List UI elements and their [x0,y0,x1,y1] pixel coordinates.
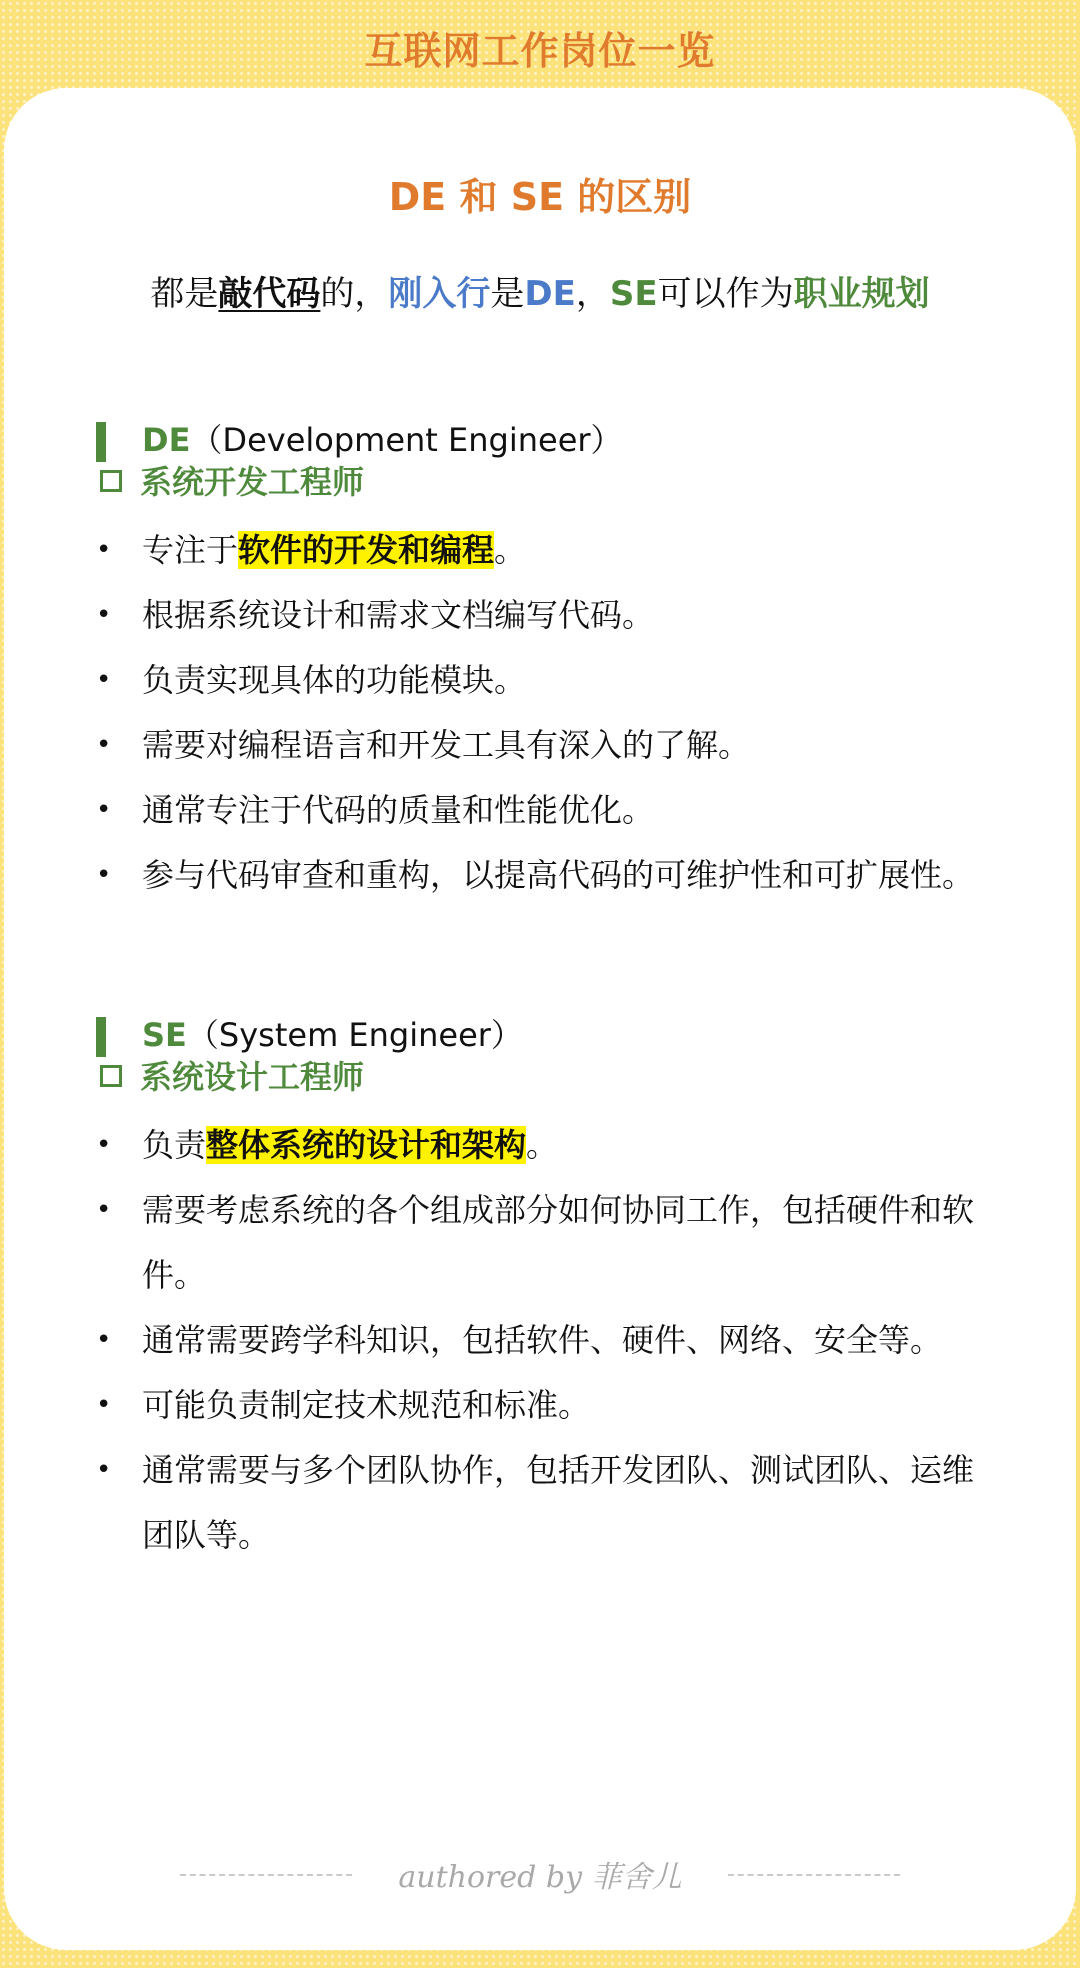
list-item: • 根据系统设计和需求文档编写代码。 [96,583,996,648]
list-item: • 负责实现具体的功能模块。 [96,648,996,713]
square-icon [100,1065,122,1087]
intro-emphasis: SE [609,274,658,314]
footer-divider-right [728,1874,900,1876]
author-credit: authored by 菲舍儿 [398,1860,682,1895]
list-item: • 可能负责制定技术规范和标准。 [96,1373,996,1438]
highlight-text: 软件的开发和编程 [238,531,495,569]
page-subtitle: DE 和 SE 的区别 [388,175,692,219]
square-icon [100,470,122,492]
intro-emphasis: DE [524,274,576,314]
intro-text: 是 [490,274,525,314]
highlight-text: 整体系统的设计和架构 [206,1126,527,1164]
bullet-text: 。 [526,1126,559,1164]
intro-text: 可以作为 [657,274,794,314]
intro-emphasis: 刚入行 [388,274,491,314]
de-section-heading [96,418,623,462]
se-acronym: SE [142,1016,187,1054]
list-item [96,1113,996,1178]
header-title: 互联网工作岗位一览 [364,29,716,73]
se-section-heading [96,1013,523,1057]
se-role-label: 系统设计工程师 [140,1058,365,1096]
se-full-name: （System Engineer） [186,1016,523,1054]
intro-text: 的， [320,274,389,314]
section-bar [96,1017,106,1057]
list-item: • 通常专注于代码的质量和性能优化。 [96,778,996,843]
intro-text: ， [575,274,610,314]
intro-emphasis: 职业规划 [793,274,930,314]
de-full-name: （Development Engineer） [190,421,623,459]
se-bullet-list [96,1113,996,1568]
intro-sentence [0,266,1080,315]
list-item: • 通常需要跨学科知识，包括软件、硬件、网络、安全等。 [96,1308,996,1373]
bullet-text: 专注于 [142,531,239,569]
list-item: • 需要考虑系统的各个组成部分如何协同工作，包括硬件和软件。 [96,1178,996,1308]
de-acronym: DE [142,421,191,459]
list-item: • 通常需要与多个团队协作，包括开发团队、测试团队、运维团队等。 [96,1438,996,1568]
list-item [96,518,996,583]
bullet-text: 。 [494,531,527,569]
section-bar [96,422,106,462]
bullet-text: 负责 [142,1126,207,1164]
de-bullet-list [96,518,996,908]
list-item: • 需要对编程语言和开发工具有深入的了解。 [96,713,996,778]
list-item: • 参与代码审查和重构，以提高代码的可维护性和可扩展性。 [96,843,996,908]
footer [0,1852,1080,1895]
intro-text: 都是 [150,274,219,314]
se-role-title [100,1055,364,1099]
de-role-title [100,460,364,504]
intro-emphasis: 敲代码 [218,274,321,314]
de-role-label: 系统开发工程师 [140,463,365,501]
